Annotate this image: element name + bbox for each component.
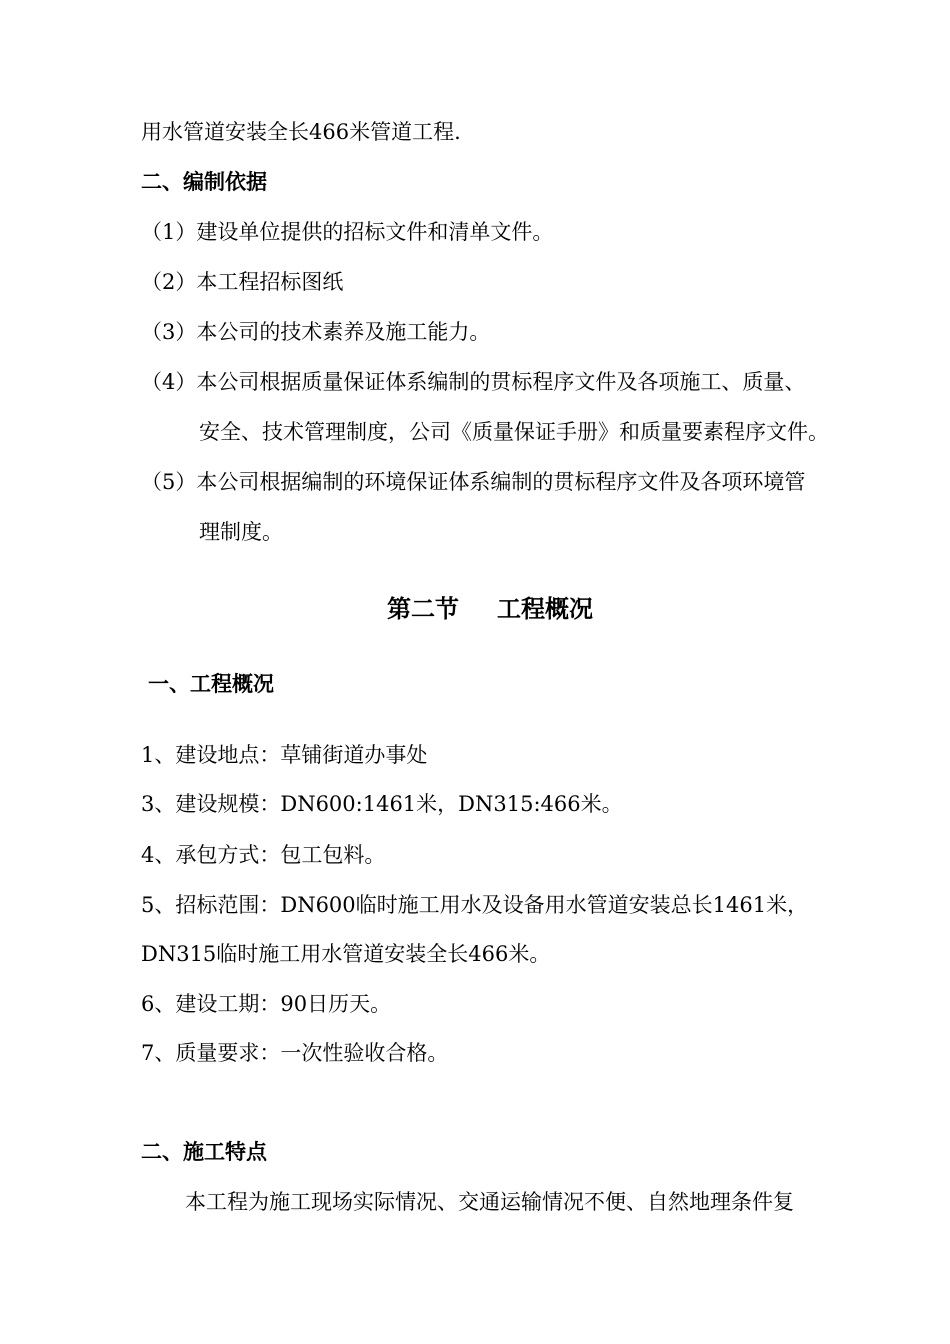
overview-item-scale: 3、建设规模：DN600:1461米，DN315:466米。 bbox=[141, 792, 623, 816]
item-number: （5） bbox=[141, 470, 197, 494]
item-text: 建设单位提供的招标文件和清单文件。 bbox=[196, 220, 554, 244]
item-text: 本公司的技术素养及施工能力。 bbox=[196, 320, 491, 344]
overview-item-contract: 4、承包方式：包工包料。 bbox=[141, 843, 386, 867]
overview-item-scope: 5、招标范围：DN600临时施工用水及设备用水管道安装总长1461米， bbox=[141, 893, 809, 917]
basis-item-1 bbox=[141, 222, 553, 243]
item-number: （1） bbox=[141, 220, 197, 244]
basis-item-3 bbox=[141, 322, 490, 343]
features-paragraph: 本工程为施工现场实际情况、交通运输情况不便、自然地理条件复 bbox=[185, 1190, 794, 1214]
basis-item-5 bbox=[141, 472, 805, 493]
overview-item-location: 1、建设地点：草铺街道办事处 bbox=[141, 743, 428, 767]
item-text: 本公司根据编制的环境保证体系编制的贯标程序文件及各项环境管 bbox=[196, 470, 806, 494]
basis-item-4 bbox=[141, 372, 805, 393]
section-number: 第二节 bbox=[387, 595, 459, 623]
item-text: 本工程招标图纸 bbox=[196, 270, 344, 294]
item-number: （2） bbox=[141, 270, 197, 294]
basis-heading: 二、编制依据 bbox=[141, 170, 267, 194]
overview-item-scope-continuation: DN315临时施工用水管道安装全长466米。 bbox=[141, 942, 551, 966]
section-name: 工程概况 bbox=[497, 595, 593, 623]
overview-item-duration: 6、建设工期：90日历天。 bbox=[141, 992, 392, 1016]
item-text: 本公司根据质量保证体系编制的贯标程序文件及各项施工、质量、 bbox=[196, 370, 806, 394]
item-number: （3） bbox=[141, 320, 197, 344]
basis-item-2 bbox=[141, 272, 343, 293]
overview-heading: 一、工程概况 bbox=[148, 672, 274, 696]
overview-item-quality: 7、质量要求：一次性验收合格。 bbox=[141, 1041, 449, 1065]
item-number: （4） bbox=[141, 370, 197, 394]
intro-line: 用水管道安装全长466米管道工程. bbox=[141, 120, 461, 144]
basis-item-4-continuation: 安全、技术管理制度，公司《质量保证手册》和质量要素程序文件。 bbox=[199, 420, 829, 444]
features-heading: 二、施工特点 bbox=[141, 1140, 267, 1164]
section-title bbox=[387, 597, 593, 621]
basis-item-5-continuation: 理制度。 bbox=[199, 520, 283, 544]
